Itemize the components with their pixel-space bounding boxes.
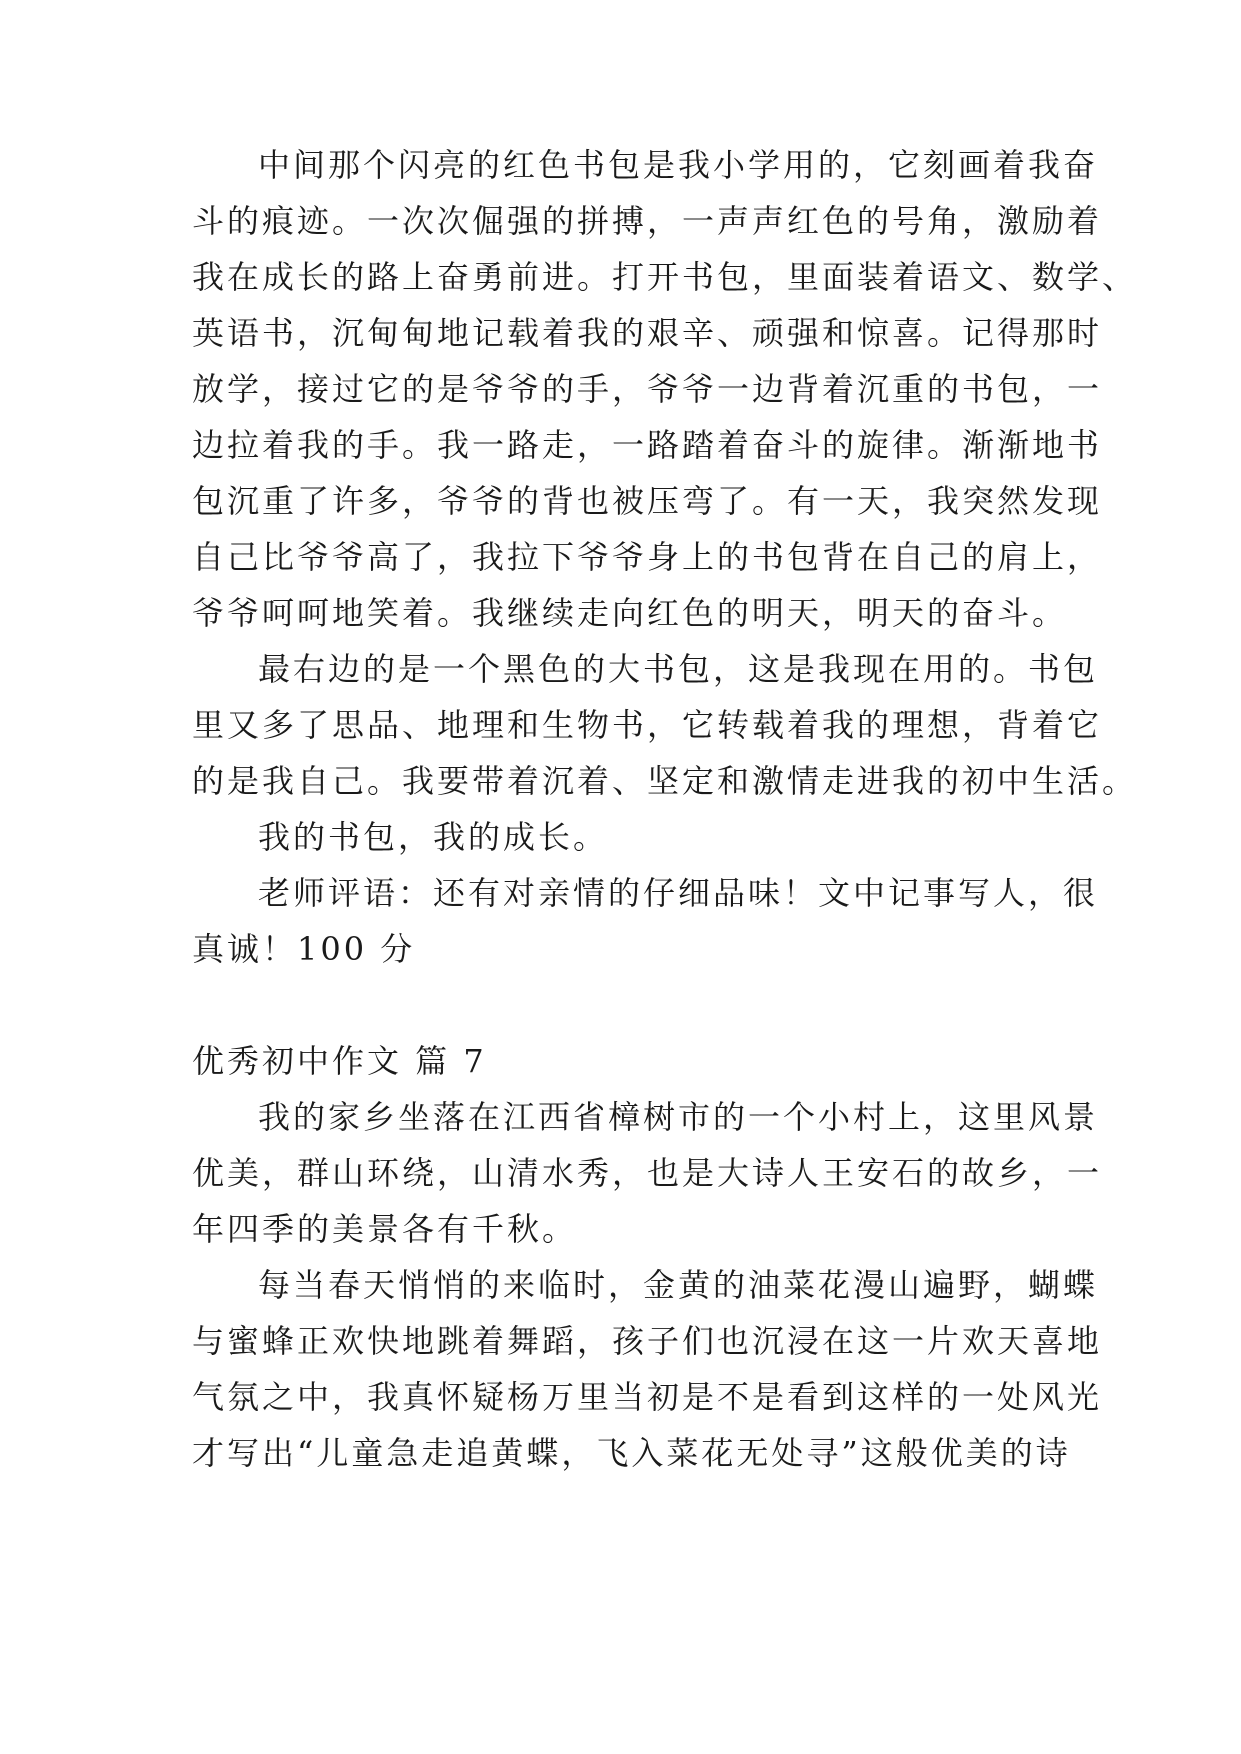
paragraph-line: 我的家乡坐落在江西省樟树市的一个小村上，这里风景 bbox=[258, 1098, 1099, 1136]
paragraph-line: 中间那个闪亮的红色书包是我小学用的，它刻画着我奋 bbox=[258, 146, 1099, 184]
paragraph-line: 包沉重了许多，爷爷的背也被压弯了。有一天，我突然发现 bbox=[192, 482, 1103, 520]
paragraph-line: 最右边的是一个黑色的大书包，这是我现在用的。书包 bbox=[258, 650, 1099, 688]
paragraph-line: 边拉着我的手。我一路走，一路踏着奋斗的旋律。渐渐地书 bbox=[192, 426, 1103, 464]
paragraph-line: 斗的痕迹。一次次倔强的拼搏，一声声红色的号角，激励着 bbox=[192, 202, 1103, 240]
paragraph-line: 里又多了思品、地理和生物书，它转载着我的理想，背着它 bbox=[192, 706, 1103, 744]
paragraph-line: 爷爷呵呵地笑着。我继续走向红色的明天，明天的奋斗。 bbox=[192, 594, 1068, 632]
paragraph-line: 年四季的美景各有千秋。 bbox=[192, 1210, 578, 1248]
paragraph-line: 的是我自己。我要带着沉着、坚定和激情走进我的初中生活。 bbox=[192, 762, 1138, 800]
paragraph-line: 我的书包，我的成长。 bbox=[258, 818, 609, 856]
paragraph-line: 与蜜蜂正欢快地跳着舞蹈，孩子们也沉浸在这一片欢天喜地 bbox=[192, 1322, 1103, 1360]
paragraph-line: 气氛之中，我真怀疑杨万里当初是不是看到这样的一处风光 bbox=[192, 1378, 1103, 1416]
teacher-comment-line: 真诚！100 分 bbox=[192, 930, 416, 968]
paragraph-line: 才写出“儿童急走追黄蝶，飞入菜花无处寻”这般优美的诗 bbox=[192, 1434, 1071, 1472]
paragraph-line: 优美，群山环绕，山清水秀，也是大诗人王安石的故乡，一 bbox=[192, 1154, 1103, 1192]
paragraph-line: 每当春天悄悄的来临时，金黄的油菜花漫山遍野，蝴蝶 bbox=[258, 1266, 1099, 1304]
paragraph-line: 英语书，沉甸甸地记载着我的艰辛、顽强和惊喜。记得那时 bbox=[192, 314, 1103, 352]
paragraph-line: 我在成长的路上奋勇前进。打开书包，里面装着语文、数学、 bbox=[192, 258, 1138, 296]
teacher-comment-line: 老师评语：还有对亲情的仔细品味！文中记事写人，很 bbox=[258, 874, 1099, 912]
paragraph-line: 自己比爷爷高了，我拉下爷爷身上的书包背在自己的肩上， bbox=[192, 538, 1103, 576]
paragraph-line: 放学，接过它的是爷爷的手，爷爷一边背着沉重的书包，一 bbox=[192, 370, 1103, 408]
section-heading: 优秀初中作文 篇 7 bbox=[192, 1042, 487, 1080]
